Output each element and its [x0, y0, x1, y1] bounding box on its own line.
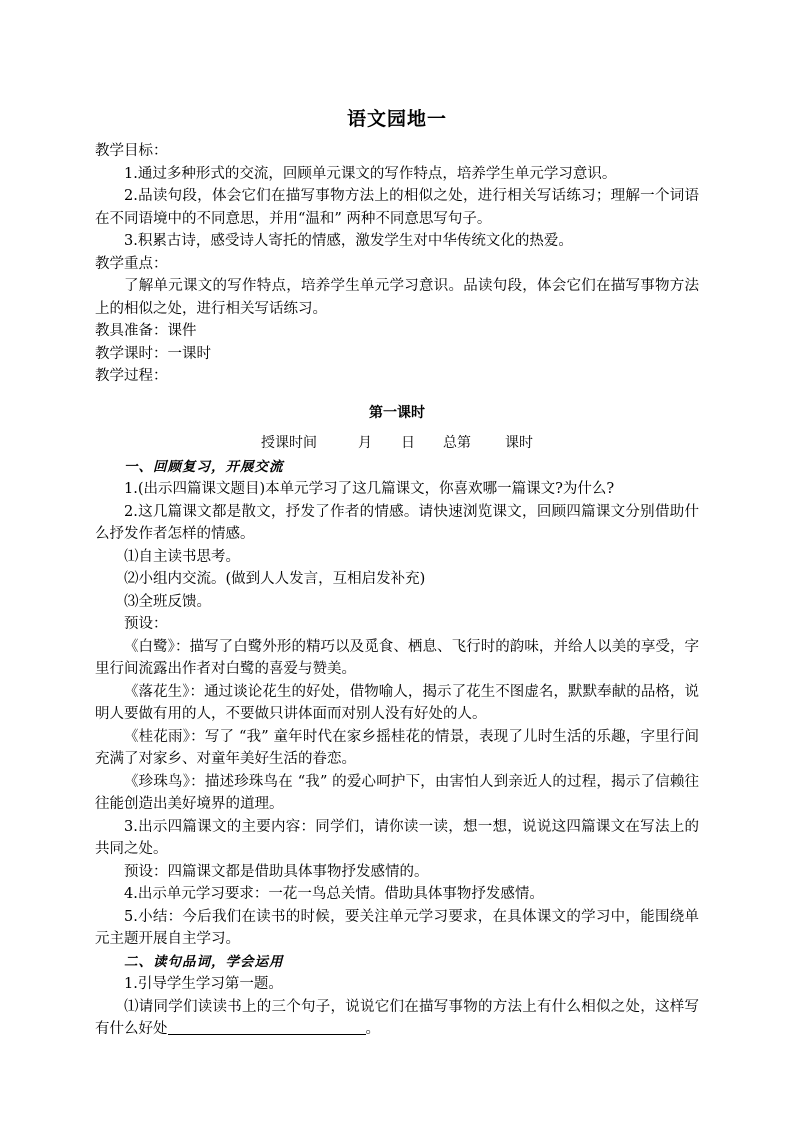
- lesson-title: 第一课时: [369, 404, 425, 421]
- time-label: 授课时间: [261, 434, 317, 451]
- sub-item: ⑵小组内交流。(做到人人发言，互相启发补充): [124, 571, 426, 587]
- paragraph: 《桂花雨》：写了 “我” 童年时代在家乡摇桂花的情景，表现了儿时生活的乐趣，字里行间充满了对家乡、对童年美好生活的眷恋。: [95, 728, 699, 767]
- sub-item: ⑶全班反馈。: [124, 593, 211, 610]
- paragraph: [95, 996, 699, 1041]
- page-title: 语文园地一: [346, 108, 447, 130]
- paragraph: 1.引导学生学习第一题。: [124, 976, 283, 992]
- hours-line: 教学课时：一课时: [95, 345, 211, 362]
- paragraph: 预设：四篇课文都是借助具体事物抒发感情的。: [124, 863, 429, 880]
- section-heading: 一、回顾复习，开展交流: [124, 458, 284, 475]
- preset-label: 预设：: [124, 616, 168, 632]
- time-unit: 课时: [505, 434, 533, 451]
- paragraph: 《落花生》：通过谈论花生的好处，借物喻人，揭示了花生不图虚名，默默奉献的品格，说明人要做有用的人，不要做只讲体面而对别人没有好处的人。: [95, 683, 699, 722]
- process-label: 教学过程：: [95, 368, 168, 384]
- class-time-row: [95, 428, 699, 454]
- paragraph: 4.出示单元学习要求：一花一鸟总关情。借助具体事物抒发感情。: [124, 886, 544, 902]
- answer-blank[interactable]: [168, 1020, 366, 1035]
- paragraph: 3.出示四篇课文的主要内容：同学们，请你读一读，想一想，说说这四篇课文在写法上的共同之处。: [95, 818, 699, 857]
- time-month: 月: [358, 434, 372, 451]
- paragraph: 《白鹭》：描写了白鹭外形的精巧以及觅食、栖息、飞行时的韵味，并给人以美的享受，字里行间流露出作者对白鹭的喜爱与赞美。: [95, 638, 699, 677]
- key-text: 了解单元课文的写作特点，培养学生单元学习意识。品读句段，体会它们在描写事物方法上的相似之处，进行相关写话练习。: [95, 278, 699, 317]
- key-label: 教学重点：: [95, 255, 168, 272]
- question-end: 。: [365, 1021, 380, 1037]
- paragraph: 1.(出示四篇课文题目)本单元学习了这几篇课文，你喜欢哪一篇课文?为什么?: [124, 481, 615, 497]
- time-total: 总第: [443, 434, 471, 451]
- sub-item: ⑴自主读书思考。: [124, 548, 240, 565]
- tools-line: 教具准备：课件: [95, 323, 197, 339]
- goal-item: 3.积累古诗，感受诗人寄托的情感，激发学生对中华传统文化的热爱。: [124, 233, 573, 249]
- document-body: [95, 140, 699, 1041]
- goals-label: 教学目标：: [95, 143, 168, 159]
- goal-item: 1.通过多种形式的交流，回顾单元课文的写作特点，培养学生单元学习意识。: [124, 165, 617, 182]
- paragraph: 《珍珠鸟》：描述珍珠鸟在 “我” 的爱心呵护下，由害怕人到亲近人的过程，揭示了信赖往往能创造出美好境界的道理。: [95, 773, 699, 812]
- question-text: ⑴请同学们读读书上的三个句子，说说它们在描写事物的方法上有什么相似之处，这样写有什么好处: [95, 998, 699, 1037]
- time-day: 日: [401, 434, 415, 451]
- paragraph: 5.小结：今后我们在读书的时候，要关注单元学习要求，在具体课文的学习中，能围绕单元主题开展自主学习。: [95, 908, 699, 947]
- goal-item: 2.品读句段，体会它们在描写事物方法上的相似之处，进行相关写话练习；理解一个词语在不同语境中的不同意思，并用“温和” 两种不同意思写句子。: [95, 188, 699, 227]
- paragraph: 2.这几篇课文都是散文，抒发了作者的情感。请快速浏览课文，回顾四篇课文分别借助什么抒发作者怎样的情感。: [95, 503, 699, 542]
- section-heading: 二、读句品词，学会运用: [124, 953, 284, 970]
